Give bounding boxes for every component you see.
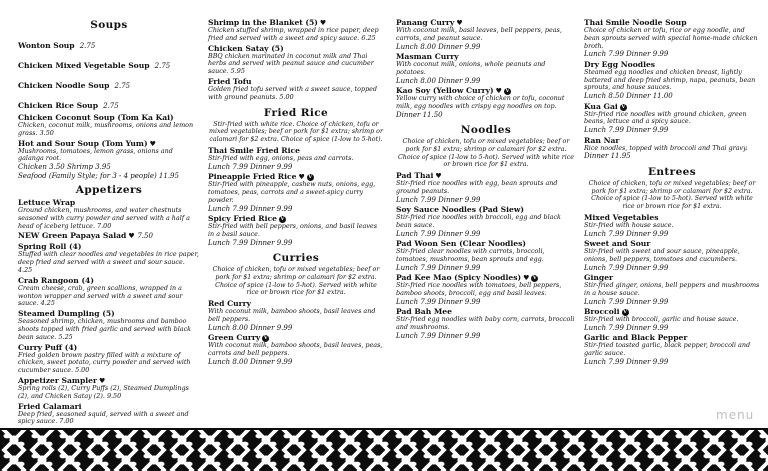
noodles-note: Choice of chicken, tofu or mixed vegetables; beef or pork for $1 extra; shrimp or calamari for $2 extra. Choice of spice (1-low to 5-hot). Served with white rice or brown rice for $1 extra. xyxy=(397,138,575,169)
heart-icon: ♥ xyxy=(523,273,530,283)
menu-item: Spring Roll (4) Stuffed with clear noodles and vegetables in rice paper, deep fried and served with a sweet and sour sauce. 4.25 xyxy=(18,242,199,274)
menu-item: Lettuce Wrap Ground chicken, mushrooms, and water chestnuts seasoned with curry powder and served with a half a head of iceberg lettuce. 7.00 xyxy=(18,198,190,230)
curries-heading: Curries xyxy=(272,251,320,264)
entrees-note: Choice of chicken, tofu or mixed vegetables; beef or pork for $1 extra; shrimp or calamari for $2 extra. Choice of spice (1-low to 5-hot). Served with white rice or brown rice for $1 extra. xyxy=(588,179,756,211)
heart-icon: ♥ xyxy=(319,18,327,27)
menu-item: Chicken Satay (5) BBQ chicken marinated in coconut milk and Thai herbs and served with peanut sauce and cucumber sauce. 5.95 xyxy=(208,43,374,76)
menu-item: Pad Bah Mee Stir-fried egg noodles with baby corn, carrots, broccoli and mushrooms. Lunch 7.99 Dinner 9.99 xyxy=(396,307,575,340)
menu-item: Pad Thai ♥ Stir-fried rice noodles with egg, bean sprouts and ground peanuts. Lunch 7.99 Dinner 9.99 xyxy=(396,171,558,204)
menu-item: Fried Tofu Golden fried tofu served with a sweet sauce, topped with ground peanuts. 5.00 xyxy=(208,76,378,101)
menu-item: Pad Kee Mao (Spicy Noodles) ♥ V Stir-fried rice noodles with tomatoes, bell peppers, bamboo shoots, broccoli, egg and basil leaves. Lunch 7.99 Dinner 9.99 xyxy=(396,273,562,306)
fried-rice-heading: Fried Rice xyxy=(263,106,329,119)
vegetarian-icon: V xyxy=(263,335,268,342)
column-2 xyxy=(208,18,384,367)
vegetarian-icon: V xyxy=(621,103,626,110)
vegetarian-icon: V xyxy=(505,88,510,94)
menu-item: Mixed Vegetables Stir-fried with house sauce. Lunch 7.99 Dinner 9.99 xyxy=(584,212,674,238)
menu-item: Spicy Fried Rice V Stir-fried with bell peppers, onions, and basil leaves in a basil sauce. Lunch 7.99 Dinner 9.99 xyxy=(208,213,377,247)
menu-item: Chicken Coconut Soup (Tom Ka Kai) Chicken, coconut milk, mushrooms, onions and lemon grass. 3.50 xyxy=(18,113,194,137)
menu-item: Red Curry With coconut milk, bamboo shoots, basil leaves and bell peppers. Lunch 8.00 Dinner 9.99 xyxy=(208,299,376,332)
watermark-logo: menu xyxy=(716,408,755,422)
vegetarian-icon: V xyxy=(623,309,628,316)
menu-item: Garlic and Black Pepper Stir-fried toasted garlic, black pepper, broccoli and garlic sauce. Lunch 7.99 Dinner 9.99 xyxy=(584,333,751,366)
heart-icon: ♥ xyxy=(149,138,156,148)
menu-item: Hot and Sour Soup (Tom Yum) ♥ Mushrooms, tomatoes, lemon grass, onions and galanga root. Chicken 3.50 Shrimp 3.95 Seafood (Family Style; for 3 - 4 people) 11.95 xyxy=(18,138,179,180)
menu-item: Wonton Soup 2.75 xyxy=(18,41,96,50)
menu-item: Panang Curry ♥ With coconut milk, basil leaves, bell peppers, peas, carrots, and peanut sauce. Lunch 8.00 Dinner 9.99 xyxy=(396,18,562,51)
menu-item: Broccoli V Stir-fried with broccoli, garlic and house sauce. Lunch 7.99 Dinner 9.99 xyxy=(584,307,739,332)
menu-item: Steamed Dumpling (5) Seasoned shrimp, chicken, mushrooms and bamboo shoots topped with fried garlic and served with black bean sauce. 5.25 xyxy=(18,309,192,341)
menu-item: Thai Smile Fried Rice Stir-fried with egg, onions, peas and carrots. Lunch 7.99 Dinner 9.99 xyxy=(208,145,354,171)
heart-icon: ♥ xyxy=(495,86,502,95)
fried-rice-note: Stir-fried with white rice. Choice of chicken, tofu or mixed vegetables; beef or pork for $1 extra; shrimp or calamari for $2 extra. Choice of spice (1-low to 5-hot). xyxy=(209,120,383,144)
menu-item: Curry Puff (4) Fried golden brown pastry filled with a mixture of chicken, sweet potato, curry powder and served with cucumber sauce. 5.00 xyxy=(18,342,191,375)
vegetarian-icon: V xyxy=(532,275,537,282)
menu-item: Dry Egg Noodles Steamed egg noodles and chicken breast, lightly battered and deep fried shrimp, napa, peanuts, bean sprouts, and house sauces. Lunch 8.50 Dinner 11.00 xyxy=(584,59,756,101)
entrees-heading: Entrees xyxy=(647,165,697,178)
menu-item: Appetizer Sampler ♥ Spring rolls (2), Curry Puffs (2), Steamed Dumplings (2), and Chicken Satay (2). 9.50 xyxy=(18,375,189,400)
menu-item: Crab Rangoon (4) Cream cheese, crab, green scallions, wrapped in a wonton wrapper and served with a sweet and sour sauce. 4.25 xyxy=(18,275,183,308)
menu-item: Sweet and Sour Stir-fried with sweet and sour sauce, pineapple, onions, bell peppers, tomatoes and cucumbers. Lunch 7.99 Dinner 9.99 xyxy=(584,239,740,272)
menu-item: NEW Green Papaya Salad ♥ 7.50 xyxy=(18,231,153,241)
menu-item: Soy Sauce Noodles (Pad Siew) Stir-fried rice noodles with broccoli, egg and black bean sauce. Lunch 7.99 Dinner 9.99 xyxy=(396,205,561,238)
column-1 xyxy=(18,18,200,427)
damask-border xyxy=(0,430,768,471)
heart-icon: ♥ xyxy=(99,375,106,385)
appetizers-heading: Appetizers xyxy=(75,184,143,196)
menu-item: Thai Smile Noodle Soup Choice of chicken or tofu, rice or egg noodle, and bean sprouts served with special home-made chicken broth. Lunch 7.99 Dinner 9.99 xyxy=(584,18,758,59)
column-4 xyxy=(584,18,760,367)
vegetarian-icon: V xyxy=(280,215,285,222)
menu-item: Chicken Mixed Vegetable Soup 2.75 xyxy=(18,61,171,70)
soups-heading: Soups xyxy=(90,19,128,31)
menu-item: Kua Gai V Stir-fried rice noodles with ground chicken, green beans, lettuce and a spicy sauce. Lunch 7.99 Dinner 9.99 xyxy=(584,101,747,135)
menu-item: Fried Calamari Deep fried, seasoned squid, served with a sweet and spicy sauce. 7.00 xyxy=(18,401,189,426)
heart-icon: ♥ xyxy=(128,231,135,241)
menu-item: Shrimp in the Blanket (5) ♥ Chicken stuffed shrimp, wrapped in rice paper, deep fried and served with a sweet and spicy sauce. 6.25 xyxy=(208,18,379,42)
menu-item: Pineapple Fried Rice ♥ V Stir-fried with pineapple, cashew nuts, onions, egg, tomatoes, peas, carrots and a sweet-spicy curry powder. Lunch 7.99 Dinner 9.99 xyxy=(208,172,376,213)
menu-item: Pad Woon Sen (Clear Noodles) Stir-fried clear noodles with carrots, broccoli, tomatoes, mushrooms, bean sprouts and egg. Lunch 7.99 Dinner 9.99 xyxy=(396,239,545,272)
menu-item: Green Curry V With coconut milk, bamboo shoots, basil leaves, peas, carrots and bell peppers. Lunch 8.00 Dinner 9.99 xyxy=(208,333,383,366)
column-3 xyxy=(396,18,576,341)
vegetarian-icon: V xyxy=(308,174,313,181)
menu-item: Ran Nar Rice noodles, topped with broccoli and Thai gravy. Dinner 11.95 xyxy=(584,135,748,161)
menu-item: Chicken Rice Soup 2.75 xyxy=(18,101,119,110)
noodles-heading: Noodles xyxy=(460,124,512,136)
menu-item: Ginger Stir-fried ginger, onions, bell peppers and mushrooms in a house sauce. Lunch 7.99 Dinner 9.99 xyxy=(584,273,760,306)
curries-note: Choice of chicken, tofu or mixed vegetables; beef or pork for $1 extra; shrimp or calamari for $2 extra. Choice of spice (1-low to 5-hot). Served with white rice or brown rice for $1 extra. xyxy=(212,265,380,297)
menu-item: Masman Curry With coconut milk, onions, whole peanuts and potatoes. Lunch 8.00 Dinner 9.99 xyxy=(396,52,546,85)
heart-icon: ♥ xyxy=(298,172,305,182)
menu-item: Chicken Noodle Soup 2.75 xyxy=(18,81,131,90)
heart-icon: ♥ xyxy=(456,18,463,27)
menu-item: Kao Soy (Yellow Curry) ♥ V Yellow curry with choice of chicken or tofu, coconut milk, egg noodles with crispy egg noodles on top. Dinner 11.50 xyxy=(396,86,565,119)
heart-icon: ♥ xyxy=(435,171,442,181)
